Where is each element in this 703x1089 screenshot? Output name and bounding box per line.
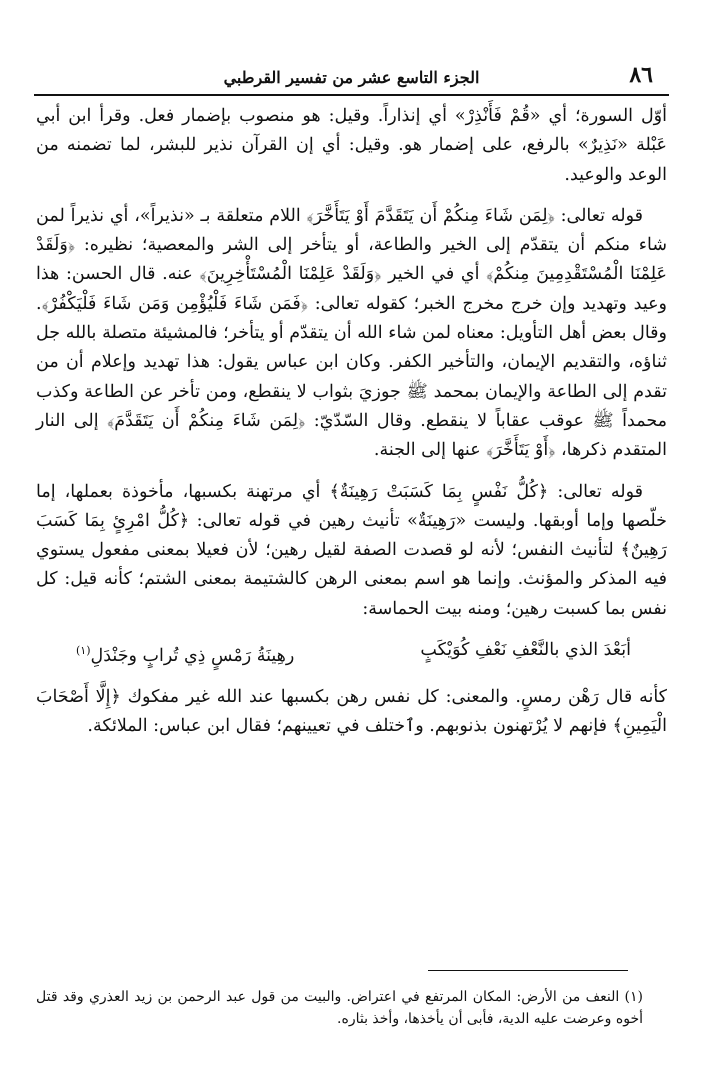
footnote: (١) النعف من الأرض: المكان المرتفع في اعتراض. والبيت من قول عبد الرحمن بن زيد العذري وقد قتل أخوه وعرضت عليه الدية، فأبى أن يأخذها، وأخذ بثاره. (36, 989, 643, 1027)
running-title: الجزء التاسع عشر من تفسير القرطبي (223, 68, 480, 87)
verse-hemistich-1: أبَعْدَ الذي بالنَّعْفِ نَعْفِ كُوَيْكَبٍ (420, 640, 631, 661)
verse-hemistich-2-text: رهِينَةُ رَمْسٍ ذِي تُرابٍ وجَنْدَلِ (90, 645, 295, 666)
main-text (36, 102, 667, 753)
page-header (34, 58, 669, 96)
page-number: ٨٦ (629, 62, 653, 88)
poetry-verse (36, 636, 667, 671)
footnote-reference: (١) (76, 644, 91, 658)
paragraph-4: كأنه قال رَهْن رمسٍ. والمعنى: كل نفس رهن بكسبها عند الله غير مفكوك ﴿إِلَّا أَصْحَابَ الْيَمِينِ﴾ فإنهم لا يُرْتهنون بذنوبهم. وٱختلف في تعيينهم؛ فقال ابن عباس: الملائكة. (36, 686, 667, 737)
paragraph-2: قوله تعالى: ﴿لِمَن شَاءَ مِنكُمْ أَن يَتَقَدَّمَ أَوْ يَتَأَخَّرَ﴾ اللام متعلقة بـ «نذيراً»، أي نذيراً لمن شاء منكم أن يتقدّم إلى الخير والطاعة، أو يتأخر إلى الشر والمعصية؛ نظيره: ﴿وَلَقَدْ عَلِمْنَا الْمُسْتَقْدِمِينَ مِنكُمْ﴾ أي في الخير ﴿وَلَقَدْ عَلِمْنَا الْمُسْتَأْخِرِينَ﴾ عنه. قال الحسن: هذا وعيد وتهديد وإن خرج مخرج الخبر؛ كقوله تعالى: ﴿فَمَن شَاءَ فَلْيُؤْمِن وَمَن شَاءَ فَلْيَكْفُرْ﴾. وقال بعض أهل التأويل: معناه لمن شاء الله أن يتقدّم أو يتأخر؛ فالمشيئة متصلة بالله جل ثناؤه، والتقديم الإيمان، والتأخير الكفر. وكان ابن عباس يقول: هذا تهديد وإعلام أن من تقدم إلى الطاعة والإيمان بمحمد ﷺ جوزيَ بثواب لا ينقطع، ومن تأخر عن الطاعة وكذب محمداً ﷺ عوقب عقاباً لا ينقطع. وقال السّدّيّ: ﴿لِمَن شَاءَ مِنكُمْ أَن يَتَقَدَّمَ﴾ إلى النار المتقدم ذكرها، ﴿أَوْ يَتَأَخَّرَ﴾ عنها إلى الجنة. (36, 205, 667, 461)
paragraph-3: قوله تعالى: ﴿كُلُّ نَفْسٍ بِمَا كَسَبَتْ رَهِينَةٌ﴾ أي مرتهنة بكسبها، مأخوذة بعملها، إما خلّصها وإما أوبقها. وليست «رَهِينَةٌ» تأنيث رهين في قوله تعالى: ﴿كُلُّ امْرِئٍ بِمَا كَسَبَ رَهِينٌ﴾ لتأنيث النفس؛ لأنه لو قصدت الصفة لقيل رهين؛ لأن فعيلا بمعنى مفعول يستوي فيه المذكر والمؤنث. وإنما هو اسم بمعنى الرهن كالشتيمة بمعنى الشتم؛ كأنه قيل: كل نفس بما كسبت رهين؛ ومنه بيت الحماسة: (36, 481, 667, 619)
paragraph-1: أوّل السورة؛ أي «قُمْ فَأَنْذِرْ» أي إنذاراً. وقيل: هو منصوب بإضمار فعل. وقرأ ابن أبي عَبْلة «نَذِيرٌ» بالرفع، على إضمار هو. وقيل: أي إن القرآن نذير للبشر، لما تضمنه من الوعد والوعيد. (36, 106, 667, 185)
footnote-divider (428, 970, 628, 971)
verse-hemistich-2 (76, 636, 294, 671)
